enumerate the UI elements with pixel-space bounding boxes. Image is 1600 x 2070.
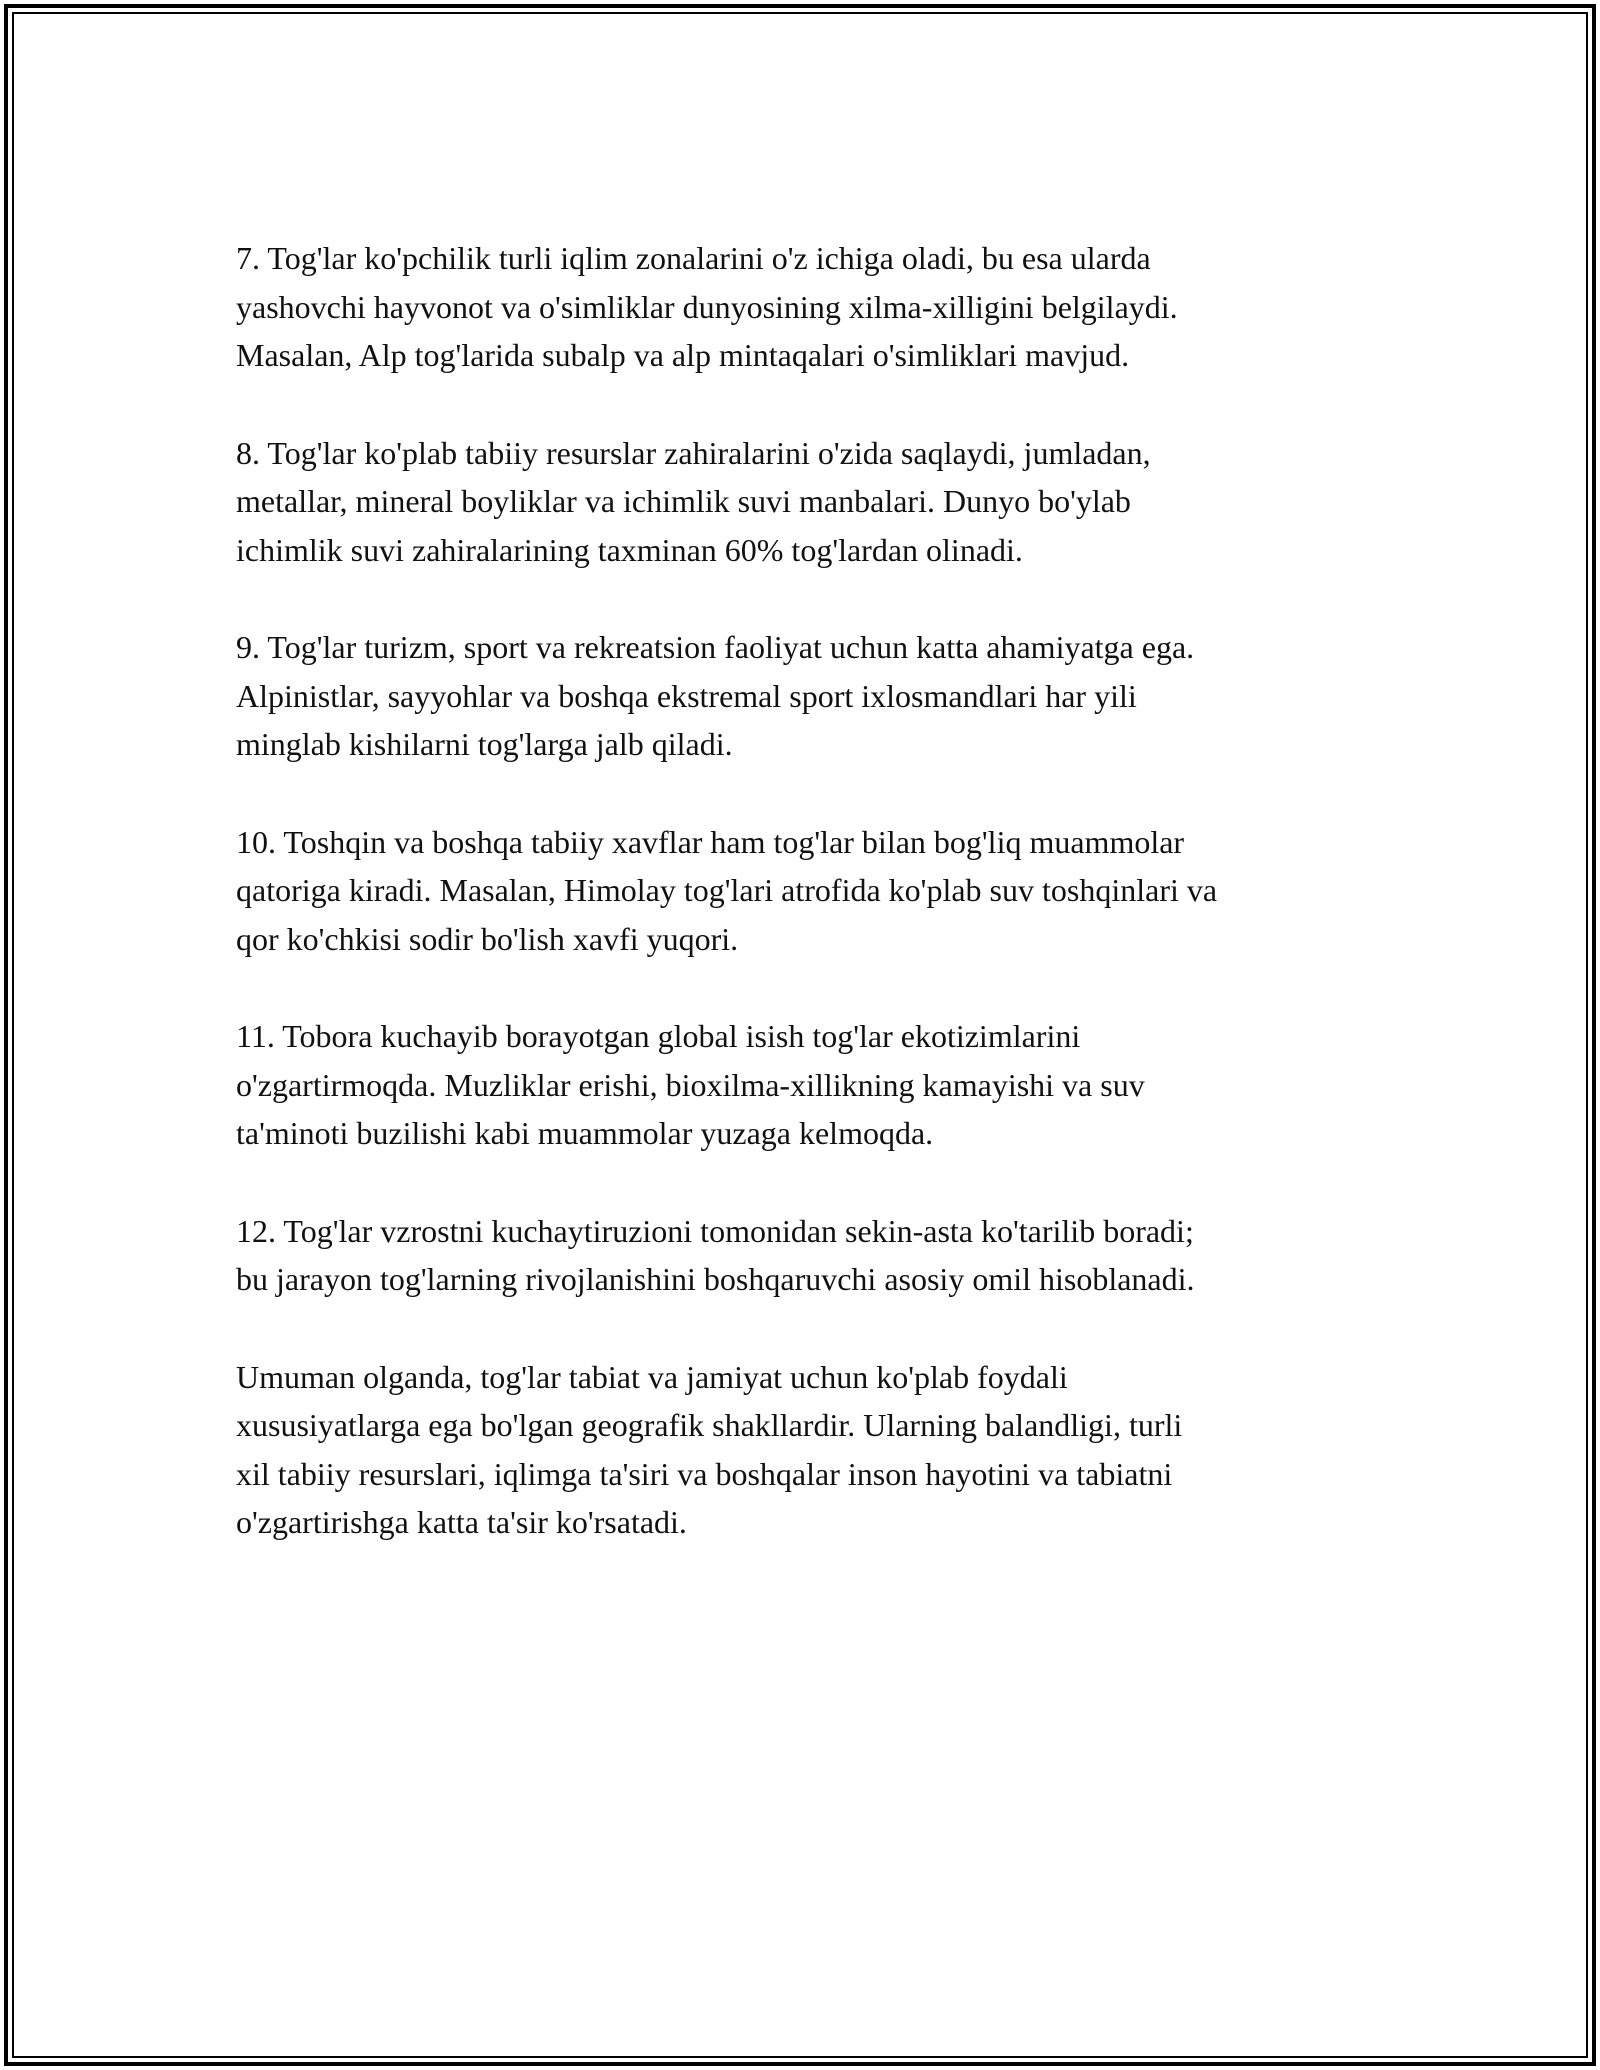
text-line: metallar, mineral boyliklar va ichimlik suvi manbalari. Dunyo bo'ylab [236,483,1131,519]
paragraph-10 [236,818,1396,964]
text-line: qatoriga kiradi. Masalan, Himolay tog'lari atrofida ko'plab suv toshqinlari va [236,872,1218,908]
paragraph-8 [236,429,1396,575]
text-line: 9. Tog'lar turizm, sport va rekreatsion faoliyat uchun katta ahamiyatga ega. [236,629,1195,665]
text-line: minglab kishilarni tog'larga jalb qiladi. [236,726,733,762]
text-line: xil tabiiy resurslari, iqlimga ta'siri va boshqalar inson hayotini va tabiatni [236,1455,1173,1492]
text-line: xususiyatlarga ega bo'lgan geografik shakllardir. Ularning balandligi, turli [236,1407,1183,1443]
text-line: 8. Tog'lar ko'plab tabiiy resurslar zahiralarini o'zida saqlaydi, jumladan, [236,434,1151,471]
text-line: yashovchi hayvonot va o'simliklar dunyosining xilma-xilligini belgilaydi. [236,288,1178,325]
paragraph-12 [236,1207,1396,1304]
document-body [236,234,1396,1596]
text-line: 7. Tog'lar ko'pchilik turli iqlim zonalarini o'z ichiga oladi, bu esa ularda [236,240,1151,276]
text-line: ichimlik suvi zahiralarining taxminan 60% tog'lardan olinadi. [236,531,1023,568]
text-line: 11. Tobora kuchayib borayotgan global isish tog'lar ekotizimlarini [236,1018,1081,1054]
text-line: Umuman olganda, tog'lar tabiat va jamiyat uchun ko'plab foydali [236,1358,1068,1395]
paragraph-11 [236,1012,1396,1158]
paragraph-conclusion [236,1353,1396,1547]
text-line: Alpinistlar, sayyohlar va boshqa ekstremal sport ixlosmandlari har yili [236,677,1137,714]
text-line: ta'minoti buzilishi kabi muammolar yuzaga kelmoqda. [236,1115,934,1151]
text-line: o'zgartirmoqda. Muzliklar erishi, bioxilma-xillikning kamayishi va suv [236,1066,1145,1103]
text-line: Masalan, Alp tog'larida subalp va alp mintaqalari o'simliklari mavjud. [236,337,1130,373]
text-line: bu jarayon tog'larning rivojlanishini boshqaruvchi asosiy omil hisoblanadi. [236,1261,1195,1297]
paragraph-9 [236,623,1396,769]
text-line: 10. Toshqin va boshqa tabiiy xavflar ham tog'lar bilan bog'liq muammolar [236,823,1185,860]
text-line: 12. Tog'lar vzrostni kuchaytiruzioni tomonidan sekin-asta ko'tarilib boradi; [236,1212,1194,1249]
text-line: qor ko'chkisi sodir bo'lish xavfi yuqori. [236,920,739,957]
text-line: o'zgartirishga katta ta'sir ko'rsatadi. [236,1504,687,1540]
paragraph-7 [236,234,1396,380]
